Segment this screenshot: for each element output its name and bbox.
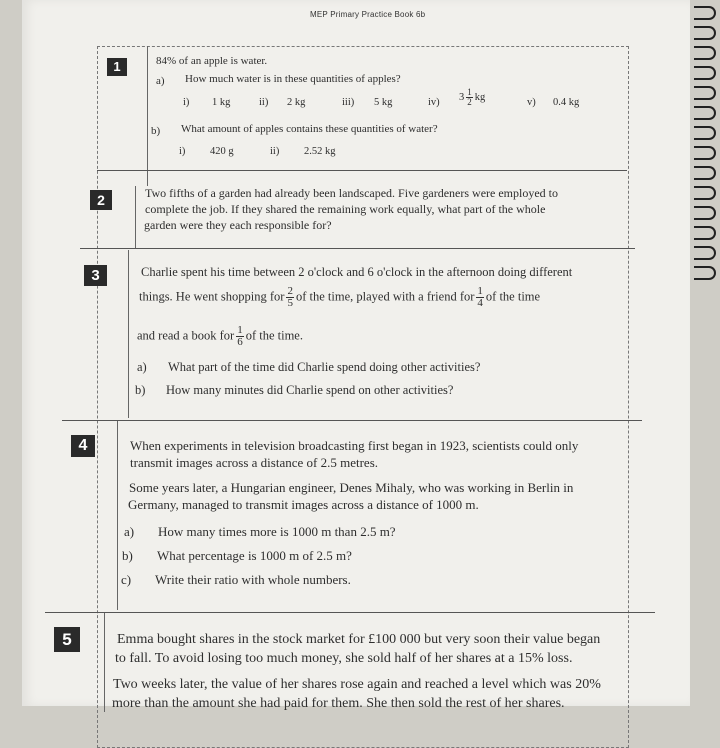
q1-item-label: iv)	[428, 97, 440, 108]
q1-item-value: 1 kg	[212, 97, 231, 108]
question-number-4: 4	[71, 435, 95, 457]
book-title: MEP Primary Practice Book 6b	[310, 10, 426, 19]
q4-p1-line-1: When experiments in television broadcasting first began in 1923, scientists could only	[130, 438, 579, 453]
q1-a-label: a)	[156, 75, 165, 87]
q2-line-1: Two fifths of a garden had already been landscaped. Five gardeners were employed to	[145, 186, 558, 200]
divider-4	[45, 612, 655, 613]
divider-1	[97, 170, 627, 171]
q3-line-2: things. He went shopping for $\frac{2}{5}$ of the time, played with a friend for $\frac{1}{4}$ of the time	[139, 285, 541, 309]
q3-b-text: How many minutes did Charlie spend on other activities?	[166, 383, 454, 397]
q3-line-1: Charlie spent his time between 2 o'clock and 6 o'clock in the afternoon doing different	[141, 265, 573, 279]
q1-a-text: How much water is in these quantities of apples?	[185, 73, 401, 85]
q1-b-item-value: 420 g	[210, 146, 234, 157]
spiral-binding	[692, 0, 716, 706]
q5-line-3: Two weeks later, the value of her shares rose again and reached a level which was 20%	[113, 677, 601, 692]
q3-a-label: a)	[137, 360, 147, 374]
q4-p2-line-2: Germany, managed to transmit images across a distance of 1000 m.	[128, 497, 479, 512]
margin-rule	[147, 46, 148, 186]
question-number-1: 1	[107, 58, 127, 76]
question-number-2: 2	[90, 190, 112, 210]
q1-b-label: b)	[151, 125, 161, 137]
q3-b-label: b)	[135, 383, 146, 397]
divider-3	[62, 420, 642, 421]
divider-2	[80, 248, 635, 249]
q1-item-label: v)	[527, 97, 536, 108]
q4-c-text: Write their ratio with whole numbers.	[155, 572, 351, 587]
question-number-3: 3	[84, 265, 107, 286]
q4-c-label: c)	[121, 572, 132, 587]
q2-line-3: garden were they each responsible for?	[144, 218, 332, 232]
q5-line-1: Emma bought shares in the stock market for £100 000 but very soon their value began	[117, 632, 601, 647]
q1-item-value: 5 kg	[374, 97, 393, 108]
q4-p2-line-1: Some years later, a Hungarian engineer, Denes Mihaly, who was working in Berlin in	[129, 480, 574, 495]
q1-item-label: iii)	[342, 97, 355, 108]
q4-b-label: b)	[122, 548, 133, 563]
q5-line-4: more than the amount she had paid for them. She then sold the rest of her shares.	[112, 696, 565, 711]
q1-b-item-label: ii)	[270, 146, 280, 157]
q5-line-2: to fall. To avoid losing too much money, she sold half of her shares at a 15% loss.	[115, 651, 573, 666]
q3-a-text: What part of the time did Charlie spend doing other activities?	[168, 360, 481, 374]
q1-item-value: 0.4 kg	[553, 97, 580, 108]
question-number-5: 5	[54, 627, 80, 652]
q4-b-text: What percentage is 1000 m of 2.5 m?	[157, 548, 352, 563]
q1-b-item-value: 2.52 kg	[304, 146, 336, 157]
q1-item-label: ii)	[259, 97, 269, 108]
q1-b-item-label: i)	[179, 146, 186, 157]
q4-p1-line-2: transmit images across a distance of 2.5 metres.	[130, 455, 379, 470]
q1-stem: 84% of an apple is water.	[156, 55, 268, 67]
q1-b-text: What amount of apples contains these quantities of water?	[181, 123, 438, 135]
q4-a-text: How many times more is 1000 m than 2.5 m?	[158, 524, 396, 539]
q4-a-label: a)	[124, 524, 135, 539]
q1-item-label: i)	[183, 97, 190, 108]
q1-item-value: 2 kg	[287, 97, 306, 108]
q1-mixed-number: 3 $\frac{1}{2}$ kg	[459, 87, 486, 107]
q3-line-3: and read a book for $\frac{1}{6}$ of the time.	[137, 324, 303, 348]
q2-line-2: complete the job. If they shared the remaining work equally, what part of the whole	[145, 202, 546, 216]
